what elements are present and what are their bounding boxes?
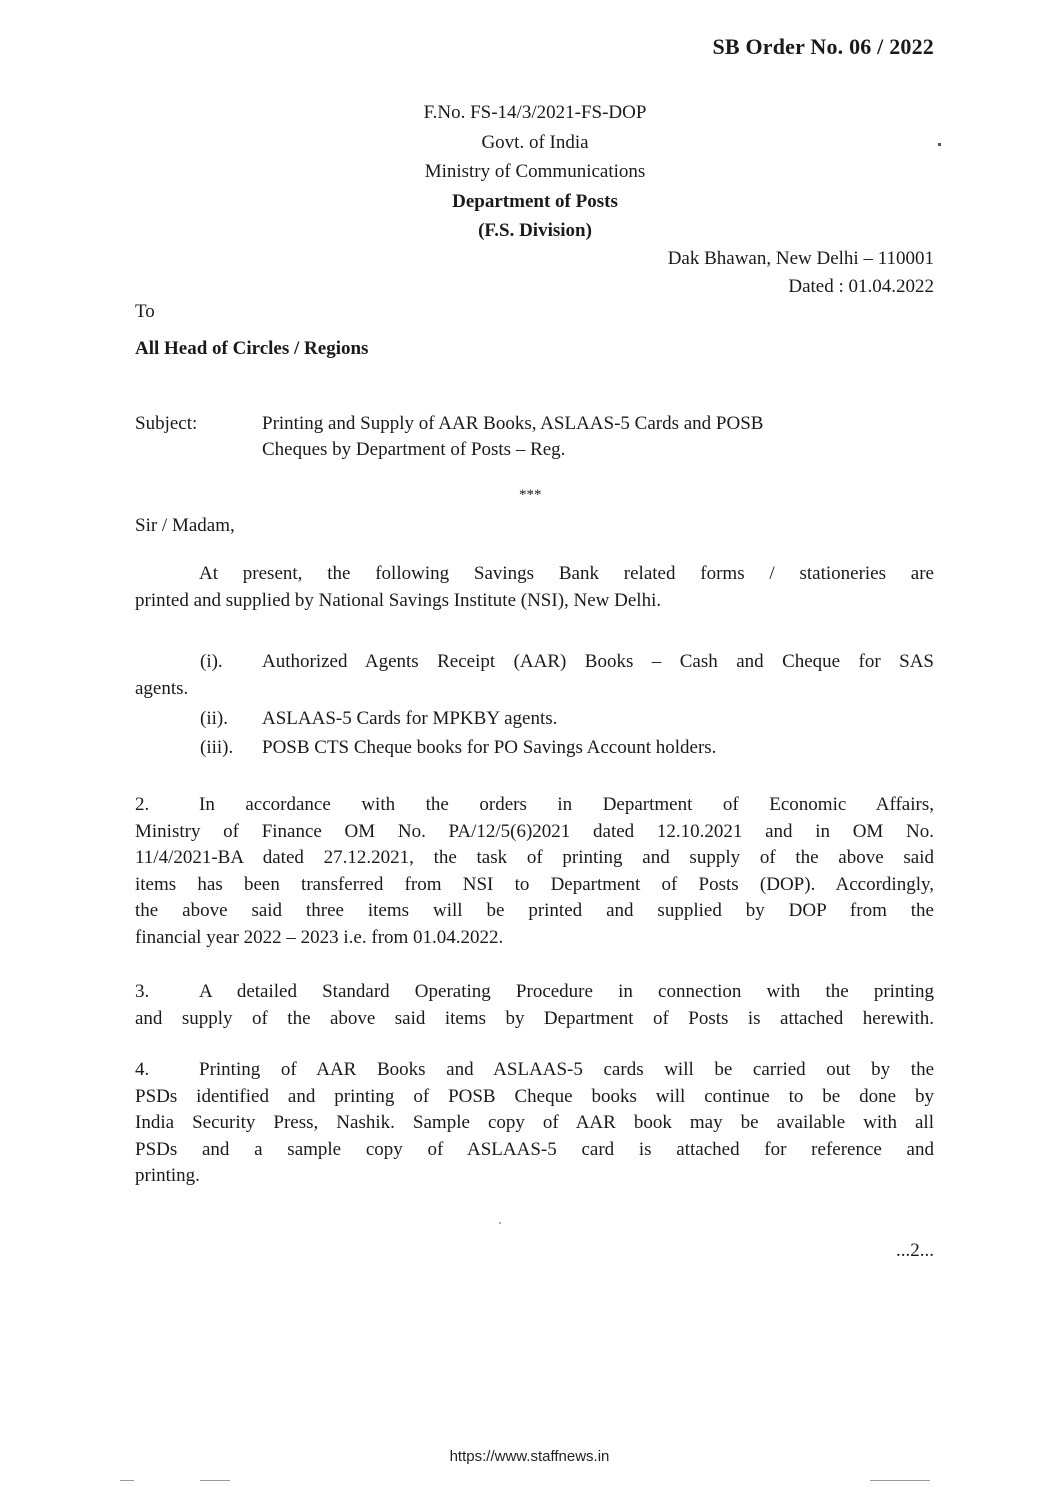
para-2-line: financial year 2022 – 2023 i.e. from 01.04.2022. [135,926,504,948]
subject-line-1: Printing and Supply of AAR Books, ASLAAS-5 Cards and POSB [262,413,764,434]
para-4-line: India Security Press, Nashik. Sample copy of AAR book may be available with all [135,1112,934,1133]
para-2-line: 11/4/2021-BA dated 27.12.2021, the task of printing and supply of the above said [135,847,934,868]
item-1-text: Authorized Agents Receipt (AAR) Books – Cash and Cheque for SAS [262,651,934,672]
subject-line-2: Cheques by Department of Posts – Reg. [262,439,566,460]
scan-speck [200,1480,230,1481]
para-4-line: Printing of AAR Books and ASLAAS-5 cards will be carried out by the [199,1059,934,1080]
item-3-text: POSB CTS Cheque books for PO Savings Account holders. [262,737,717,758]
para-2-line: Ministry of Finance OM No. PA/12/5(6)2021 dated 12.10.2021 and in OM No. [135,820,934,842]
salutation: Sir / Madam, [135,515,235,536]
scan-speck [120,1480,134,1481]
file-number: F.No. FS-14/3/2021-FS-DOP [423,102,647,123]
item-1 [262,649,934,676]
scan-speck [870,1480,930,1481]
intro-paragraph [135,561,934,614]
para-2-line: In accordance with the orders in Department of Economic Affairs, [199,794,934,815]
ministry-line: Ministry of Communications [424,161,646,182]
paragraph-4 [135,1057,934,1190]
para-4-line: PSDs and a sample copy of ASLAAS-5 card is attached for reference and [135,1138,934,1160]
department-line: Department of Posts [452,190,618,212]
para-4-line: printing. [135,1165,200,1186]
paragraph-3 [135,979,934,1032]
paragraph-2 [135,792,934,951]
separator: *** [519,487,542,503]
para-3-line: A detailed Standard Operating Procedure in connection with the printing [199,981,934,1002]
item-2-number: (ii). [200,708,228,729]
item-1-number: (i). [200,651,223,672]
para-2-line: the above said three items will be printed and supplied by DOP from the [135,900,934,921]
letterhead [300,98,770,246]
recipient: All Head of Circles / Regions [135,338,369,359]
order-number: SB Order No. 06 / 2022 [712,34,934,59]
scan-speck [499,1222,501,1224]
para-2-number: 2. [135,794,150,815]
scan-speck [938,143,941,146]
intro-line-2: printed and supplied by National Savings Institute (NSI), New Delhi. [135,589,662,611]
subject-label: Subject: [135,413,198,434]
para-3-number: 3. [135,981,150,1002]
page-continuation: ...2... [896,1240,934,1261]
para-2-line: items has been transferred from NSI to Department of Posts (DOP). Accordingly, [135,873,934,895]
division-line: (F.S. Division) [478,220,592,241]
intro-line-1: At present, the following Savings Bank related forms / stationeries are [199,563,934,584]
para-4-line: PSDs identified and printing of POSB Cheque books will continue to be done by [135,1085,934,1107]
item-1-continuation: agents. [135,678,189,699]
to-label: To [135,301,155,322]
govt-line: Govt. of India [481,131,589,153]
footer-url: https://www.staffnews.in [449,1448,610,1465]
para-3-line: and supply of the above said items by Department of Posts is attached herewith. [135,1007,934,1029]
dated: Dated : 01.04.2022 [788,276,934,297]
item-2-text: ASLAAS-5 Cards for MPKBY agents. [262,708,558,729]
address: Dak Bhawan, New Delhi – 110001 [667,248,934,269]
para-4-number: 4. [135,1059,150,1080]
item-3-number: (iii). [200,737,234,758]
